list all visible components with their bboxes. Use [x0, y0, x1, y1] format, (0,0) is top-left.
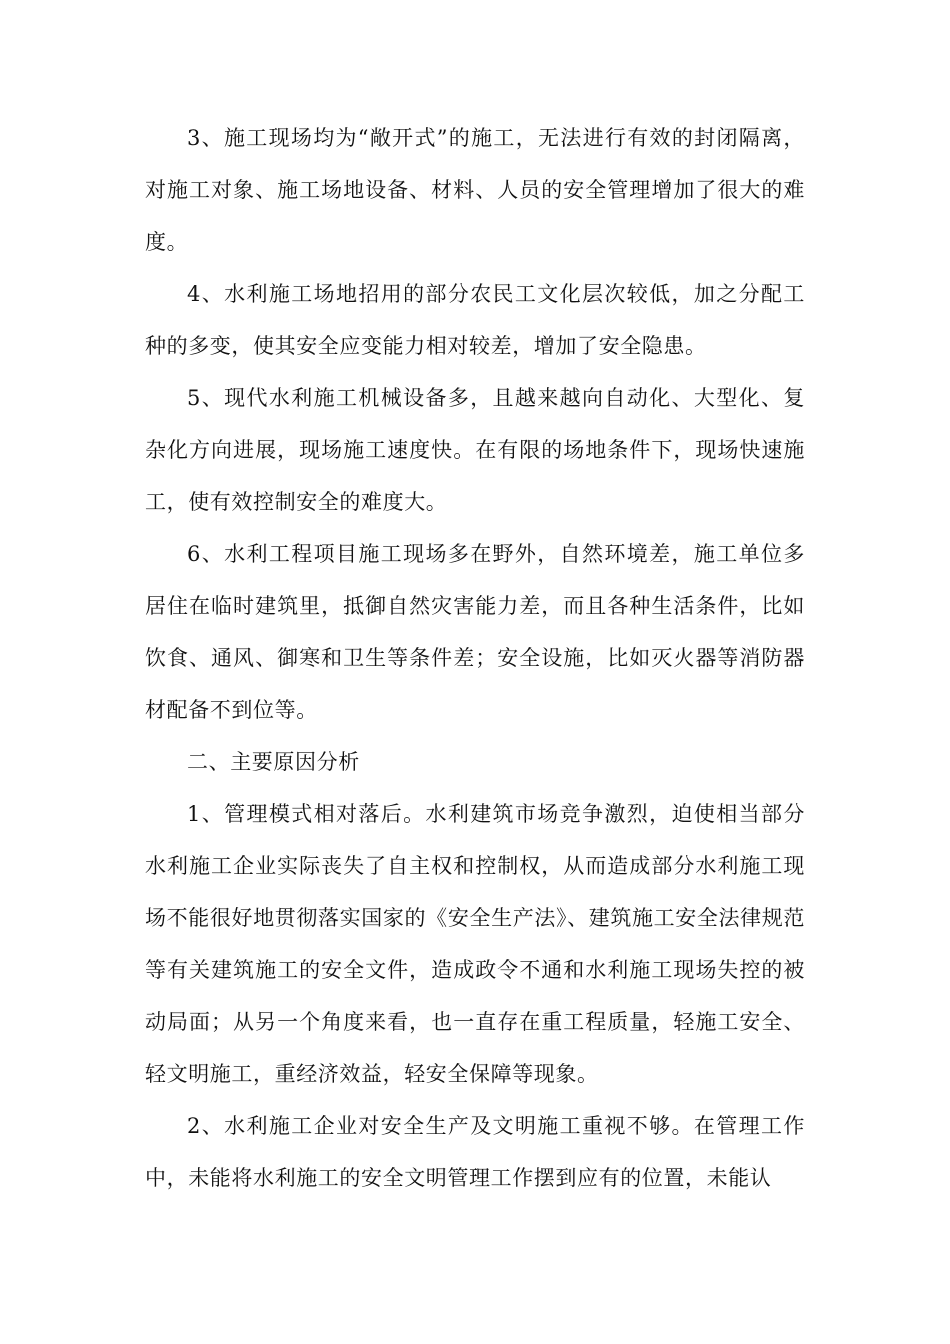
- paragraph-item-5: 5、现代水利施工机械设备多，且越来越向自动化、大型化、复杂化方向进展，现场施工速度快。在有限的场地条件下，现场快速施工，使有效控制安全的难度大。: [145, 386, 805, 514]
- paragraph-cause-1: 1、管理模式相对落后。水利建筑市场竞争激烈，迫使相当部分水利施工企业实际丧失了自主权和控制权，从而造成部分水利施工现场不能很好地贯彻落实国家的《安全生产法》、建筑施工安全法律规范等有关建筑施工的安全文件，造成政令不通和水利施工现场失控的被动局面；从另一个角度来看，也一直存在重工程质量，轻施工安全、轻文明施工，重经济效益，轻安全保障等现象。: [145, 802, 805, 1086]
- paragraph-item-6: 6、水利工程项目施工现场多在野外，自然环境差，施工单位多居住在临时建筑里，抵御自然灾害能力差，而且各种生活条件，比如饮食、通风、御寒和卫生等条件差；安全设施，比如灭火器等消防器材配备不到位等。: [145, 542, 805, 722]
- section-heading: 二、主要原因分析: [187, 750, 360, 774]
- paragraph-item-4: 4、水利施工场地招用的部分农民工文化层次较低，加之分配工种的多变，使其安全应变能力相对较差，增加了安全隐患。: [145, 282, 805, 358]
- paragraph-cause-2: 2、水利施工企业对安全生产及文明施工重视不够。在管理工作中，未能将水利施工的安全文明管理工作摆到应有的位置，未能认: [145, 1114, 805, 1190]
- paragraph-item-3: 3、施工现场均为“敞开式”的施工，无法进行有效的封闭隔离，对施工对象、施工场地设备、材料、人员的安全管理增加了很大的难度。: [145, 126, 805, 254]
- document-body: [145, 112, 805, 1204]
